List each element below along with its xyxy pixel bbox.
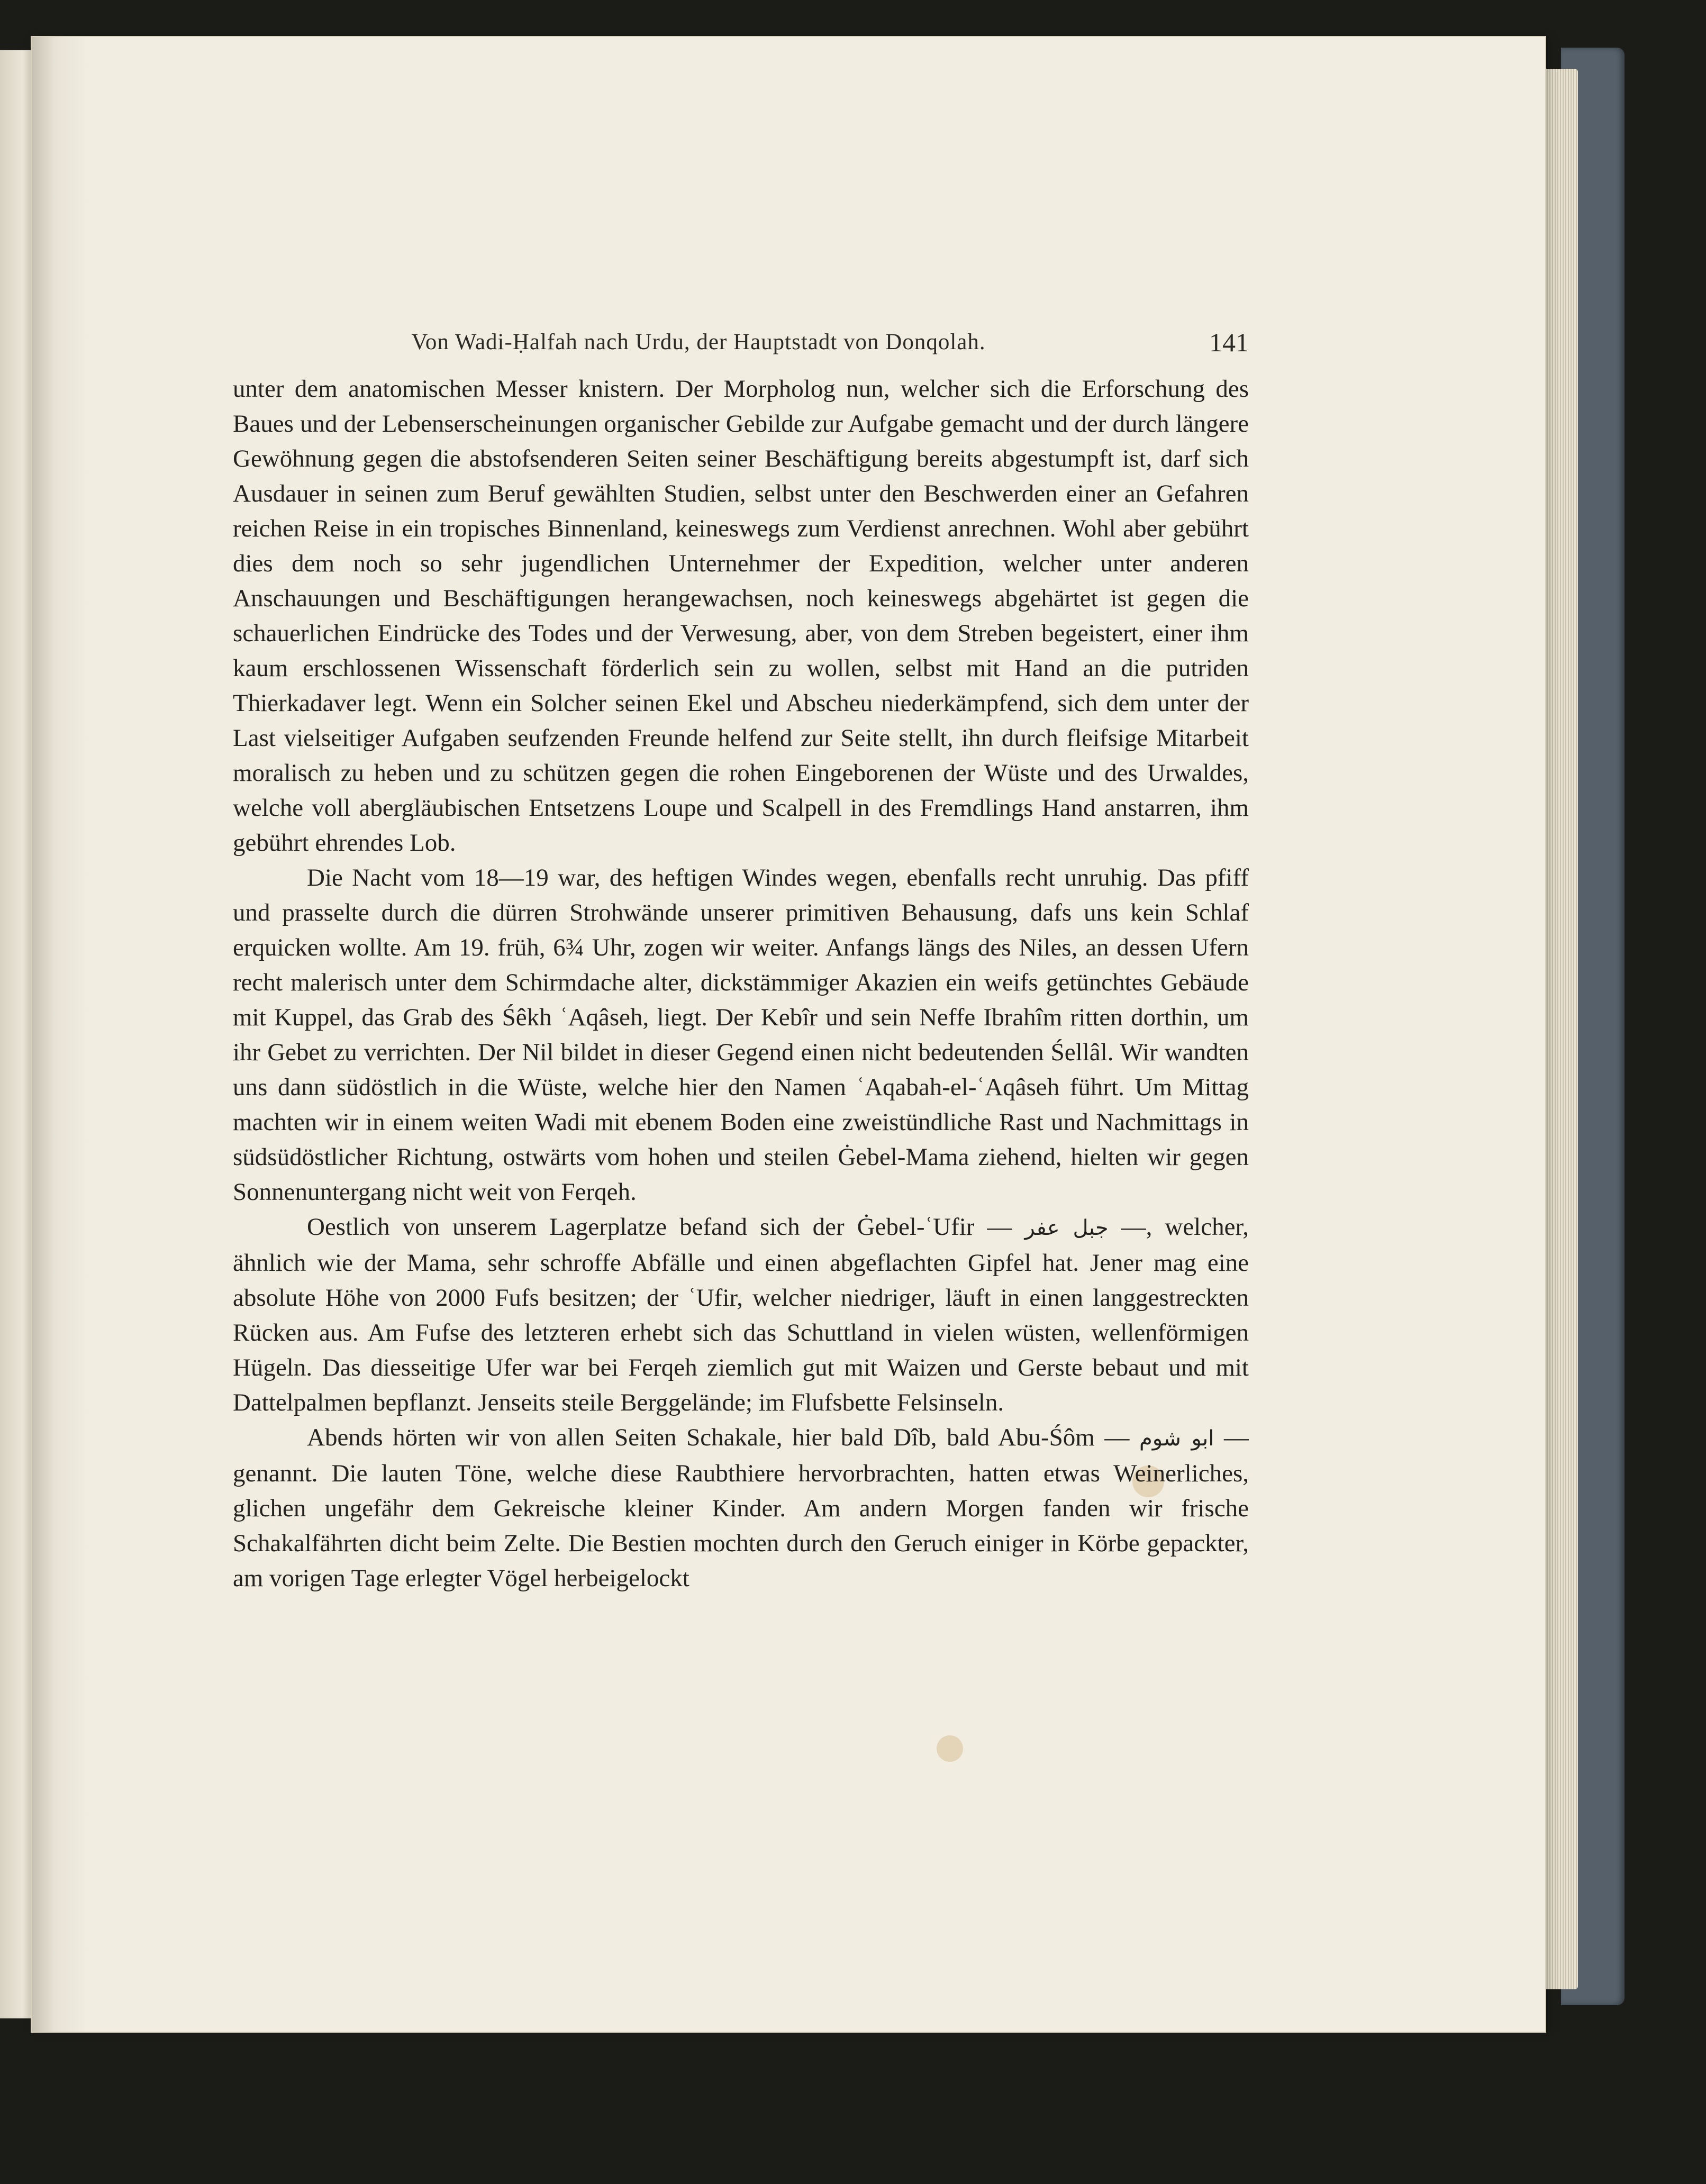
arabic-term: جبل عفر [1024,1216,1109,1240]
paragraph-text: — genannt. Die lauten Töne, welche diese Raubthiere hervorbrachten, hatten etwas Weinerliches, glichen ungefähr dem Gekreische kleiner Kinder. Am andern Morgen fanden wir frische Schakalfährten dicht beim Zelte. Die Bestien mochten durch den Geruch einiger in Körbe gepackter, am vorigen Tage erlegter Vögel herbeigelockt [233,1424,1249,1592]
page-gutter-shadow [32,37,90,2032]
paragraph-text: Abends hörten wir von allen Seiten Schakale, hier bald Dîb, bald Abu-Śôm — [307,1424,1139,1451]
arabic-term: ابو شوم [1139,1426,1214,1451]
paragraph [233,1209,1249,1420]
page-number: 141 [1209,327,1249,357]
paragraph-text: —, welcher, ähnlich wie der Mama, sehr schroffe Abfälle und einen abgeflachten Gipfel hat. Jener mag eine absolute Höhe von 2000 Fufs besitzen; der ʿUfir, welcher niedriger, läuft in einen langgestreckten Rücken aus. Am Fufse des letzteren erhebt sich das Schuttland in vielen wüsten, wellenförmigen Hügeln. Das diesseitige Ufer war bei Ferqeh ziemlich gut mit Waizen und Gerste bebaut und mit Dattelpalmen bepflanzt. Jenseits steile Berggelände; im Flufsbette Felsinseln. [233,1213,1249,1416]
page-edges [1540,69,1578,1989]
body-text [233,371,1249,1715]
paragraph: unter dem anatomischen Messer knistern. Der Morpholog nun, welcher sich die Erforschung des Baues und der Lebenserscheinungen organischer Gebilde zur Aufgabe gemacht und der durch längere Gewöhnung gegen die abstofsenderen Seiten seiner Beschäftigung bereits abgestumpft ist, darf sich Ausdauer in seinen zum Beruf gewählten Studien, selbst unter den Beschwerden einer an Gefahren reichen Reise in ein tropisches Binnenland, keineswegs zum Verdienst anrechnen. Wohl aber gebührt dies dem noch so sehr jugendlichen Unternehmer der Expedition, welcher unter anderen Anschauungen und Beschäftigungen herangewachsen, noch keineswegs abgehärtet ist gegen die schauerlichen Eindrücke des Todes und der Verwesung, aber, von dem Streben begeistert, einer ihm kaum erschlossenen Wissenschaft förderlich sein zu wollen, selbst mit Hand an die putriden Thierkadaver legt. Wenn ein Solcher seinen Ekel und Abscheu niederkämpfend, sich dem unter der Last vielseitiger Aufgaben seufzenden Freunde helfend zur Seite stellt, ihn durch fleifsige Mitarbeit moralisch zu heben und zu schützen gegen die rohen Eingeborenen der Wüste und des Urwaldes, welche voll abergläubischen Entsetzens Loupe und Scalpell in des Fremdlings Hand anstarren, ihm gebührt ehrendes Lob. [233,375,1249,857]
page-header [233,321,1249,363]
foxing-spot [937,1735,963,1762]
paragraph: Die Nacht vom 18—19 war, des heftigen Windes wegen, ebenfalls recht unruhig. Das pfiff und prasselte durch die dürren Strohwände unserer primitiven Behausung, dafs uns kein Schlaf erquicken wollte. Am 19. früh, 6¾ Uhr, zogen wir weiter. Anfangs längs des Niles, an dessen Ufern recht malerisch unter dem Schirmdache alter, dickstämmiger Akazien ein weifs getünchtes Gebäude mit Kuppel, das Grab des Śêkh ʿAqâseh, liegt. Der Kebîr und sein Neffe Ibrahîm ritten dorthin, um ihr Gebet zu verrichten. Der Nil bildet in dieser Gegend einen nicht bedeutenden Śellâl. Wir wandten uns dann südöstlich in die Wüste, welche hier den Namen ʿAqabah-el-ʿAqâseh führt. Um Mittag machten wir in einem weiten Wadi mit ebenem Boden eine zweistündliche Rast und Nachmittags in südsüdöstlicher Richtung, ostwärts vom hohen und steilen Ġebel-Mama ziehend, hielten wir gegen Sonnenuntergang nicht weit von Ferqeh. [233,864,1249,1206]
running-head: Von Wadi-Ḥalfah nach Urdu, der Hauptstadt von Donqolah. [411,330,986,354]
paragraph [233,1420,1249,1596]
paragraph-text: Oestlich von unserem Lagerplatze befand sich der Ġebel-ʿUfir — [307,1213,1025,1241]
